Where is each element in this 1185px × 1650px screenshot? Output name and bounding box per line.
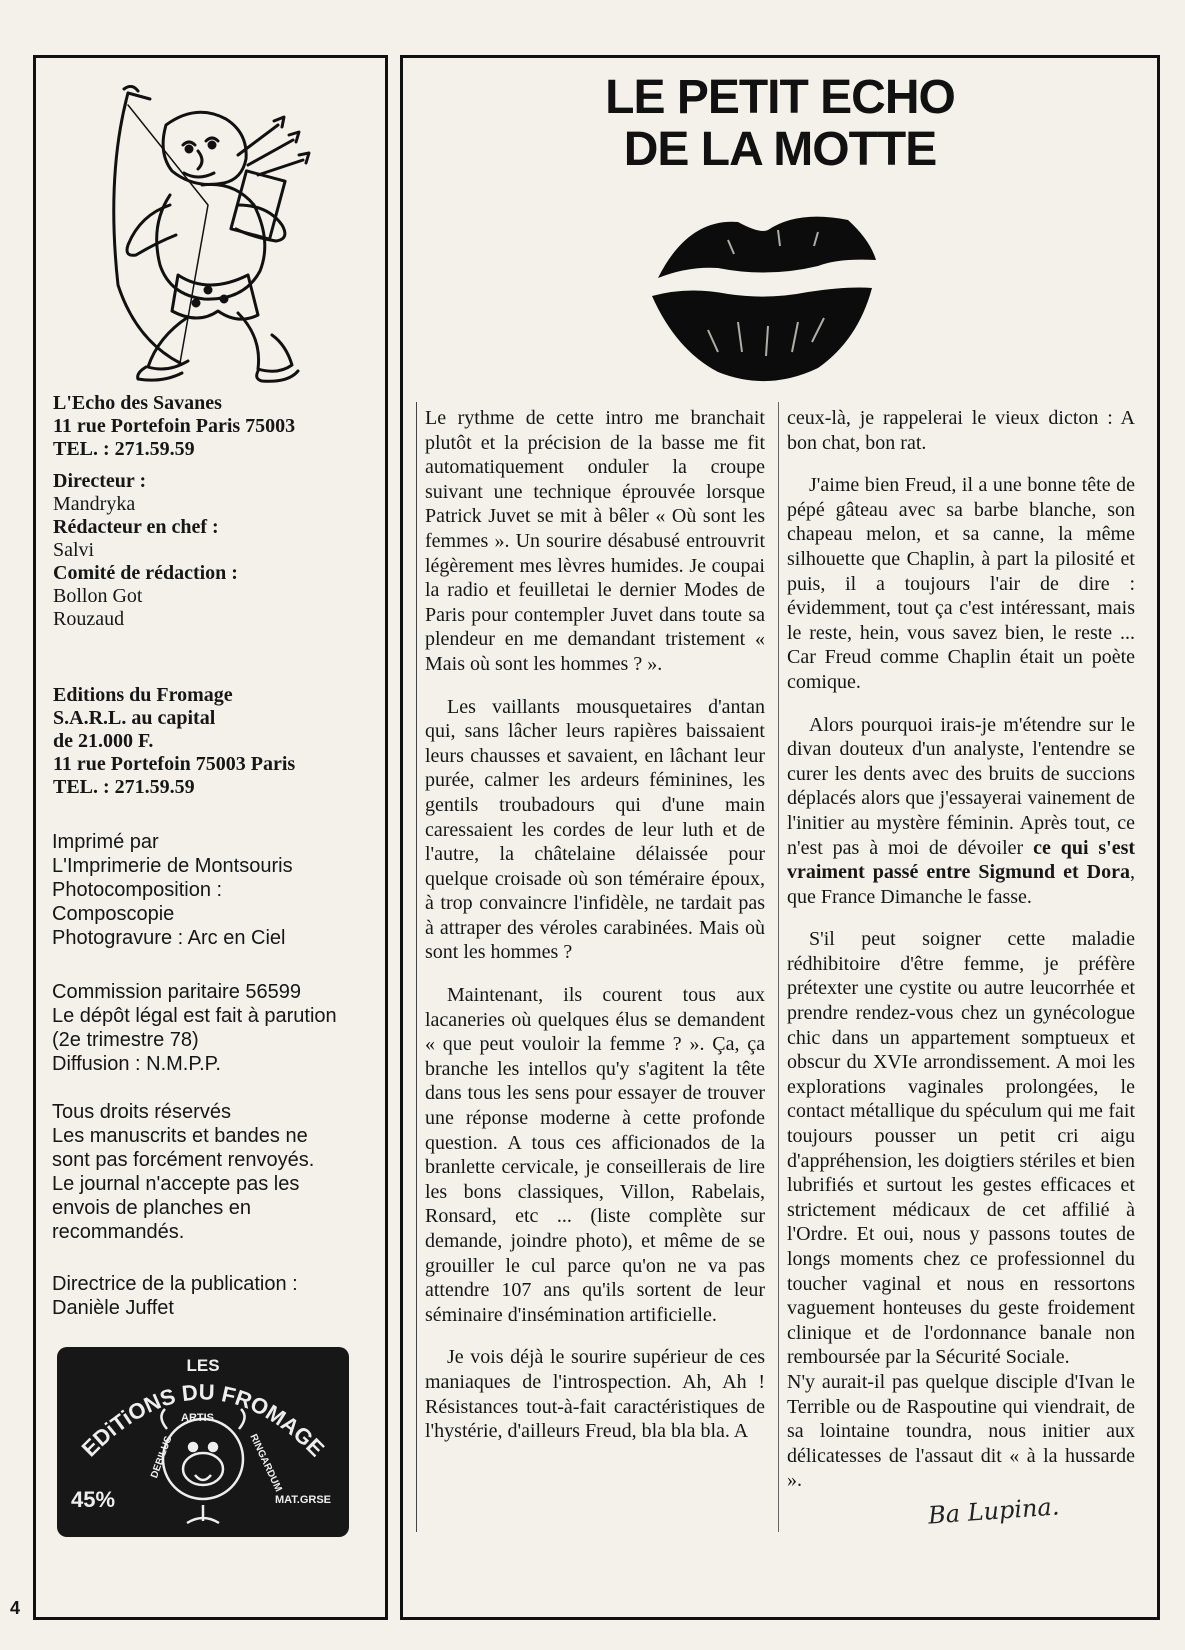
- publication-address: 11 rue Portefoin Paris 75003: [53, 415, 296, 437]
- credit-line: Les manuscrits et bandes ne: [52, 1125, 308, 1147]
- publication-phone: TEL. : 271.59.59: [53, 438, 195, 460]
- article-text: Alors pourquoi irais-je m'étendre sur le divan douteux d'un analyste, l'entendre se curer les dents avec des bruits de succions déplacés alors que j'essayerai vainement de l'initier au mystère féminin. Après tout, ce n'est pas à moi de dévoiler: [787, 713, 1135, 859]
- directeur-name: Mandryka: [53, 493, 136, 515]
- lips-illustration: [648, 200, 878, 390]
- publisher-address: 11 rue Portefoin 75003 Paris: [53, 753, 296, 775]
- stamp-mat: MAT.GRSE: [275, 1494, 332, 1506]
- credit-line: envois de planches en: [52, 1197, 252, 1219]
- stamp-arc-text: EDiTiONS DU FROMAGE: [76, 1379, 330, 1462]
- publisher-name: Editions du Fromage: [53, 684, 233, 706]
- publication-name: L'Echo des Savanes: [53, 392, 222, 414]
- credit-line: recommandés.: [52, 1221, 185, 1243]
- article-paragraph: ceux-là, je rappelerai le vieux dicton : A bon chat, bon rat.: [787, 407, 1135, 454]
- masthead-block: [53, 392, 295, 461]
- author-signature: Ba Lupina.: [927, 1492, 1061, 1530]
- comite-member: Bollon Got: [53, 585, 143, 607]
- article-paragraph: Les vaillants mousquetaires d'antan qui, sans lâcher leurs rapières baissaient leurs chausses et savaient, en lâchant leur purée, calmer les ardeurs féminines, les gentils troubadours qui d'une main caressaient les cordes de leur luth et de l'autre, la châtelaine délaissée pour quelque croisade où son téméraire époux, à trop convaincre l'infidèle, ne tardait pas à attraper des véroles carabinées. Mais où sont les hommes ?: [425, 695, 765, 964]
- stamp-motto-left: DEBILUS: [149, 1434, 175, 1480]
- comite-member: Rouzaud: [53, 608, 125, 630]
- credit-line: Le dépôt légal est fait à parution: [52, 1005, 337, 1027]
- cartoon-archer-illustration: [88, 85, 318, 385]
- article-paragraph: [787, 713, 1135, 910]
- legal-credits: [52, 980, 337, 1076]
- credit-line: Composcopie: [52, 903, 175, 925]
- credit-line: L'Imprimerie de Montsouris: [52, 855, 293, 877]
- page-number: 4: [10, 1598, 21, 1618]
- article-column-1: [425, 406, 765, 1444]
- stamp-motto-top: ARTIS: [181, 1412, 214, 1424]
- credit-line: Danièle Juffet: [52, 1297, 174, 1319]
- publisher-phone: TEL. : 271.59.59: [53, 776, 195, 798]
- stamp-les-text: LES: [186, 1356, 220, 1375]
- editions-du-fromage-logo: [57, 1347, 349, 1537]
- redacteur-name: Salvi: [53, 539, 95, 561]
- credit-line: Directrice de la publication :: [52, 1273, 298, 1295]
- article-column-2: [787, 406, 1135, 1511]
- publisher-form: S.A.R.L. au capital: [53, 707, 216, 729]
- staff-block: [53, 470, 238, 631]
- directeur-label: Directeur :: [53, 470, 147, 492]
- rights-notice: [52, 1100, 314, 1244]
- credit-line: sont pas forcément renvoyés.: [52, 1149, 315, 1171]
- article-paragraph: Maintenant, ils courent tous aux lacaneries où quelques élus se demandent « que peut vouloir la femme ? ». Ça, ça branche les intellos qu'y s'agitent la tête dans tous les sens pour essayer de trouver une réponse moderne à cette profonde question. A tous ces afficionados de la branlette cervicale, je conseillerais de lire les bons classiques, Villon, Rabelais, Ronsard, etc ... (liste complète sur demande, joindre photo), et même de se grouiller le cul parce qu'on ne va pas attendre 107 ans qu'ils sortent de leur séminaire d'insémination artificielle.: [425, 984, 765, 1326]
- article-paragraph: J'aime bien Freud, il a une bonne tête de pépé gâteau avec sa barbe blanche, son chapeau melon, et sa canne, la même silhouette que Chaplin, à part la pilosité et puis, il a toujours l'air de dire : évidemment, tout ça c'est intéressant, mais le reste, hein, vous savez bien, le reste ... Car Freud comme Chaplin était un poète comique.: [787, 474, 1135, 693]
- credit-line: Photocomposition :: [52, 879, 223, 901]
- article-text: , que France Dimanche le fasse.: [787, 861, 1135, 908]
- article-paragraph: Le rythme de cette intro me branchait plutôt et la précision de la basse me fit automatiquement onduler la croupe suivant une technique éprouvée lorsque Patrick Juvet se mit à bêler « Où sont les femmes ». Un sourire désabusé entrouvrit légèrement mes lèvres humides. Je coupai la radio et feuilletai le dernier Modes de Paris pour contempler Juvet dans toute sa plendeur en me demandant tristement « Mais où sont les hommes ? ».: [425, 407, 765, 675]
- stamp-motto-right: RINGARDUM: [247, 1432, 284, 1494]
- article-emphasis: ce qui s'est vraiment passé entre Sigmund et Dora: [787, 836, 1136, 884]
- credit-line: Diffusion : N.M.P.P.: [52, 1053, 221, 1075]
- credit-line: Imprimé par: [52, 831, 159, 853]
- title-line: LE PETIT ECHO: [605, 71, 955, 124]
- credit-line: Le journal n'accepte pas les: [52, 1173, 300, 1195]
- article-paragraph: S'il peut soigner cette maladie rédhibitoire d'être femme, je préfère prétexter une cystite ou autre leucorrhée et prendre rendez-vous chez un gynécologue chic dans un appartement somptueux et obscur du XVIe arrondissement. A moi les explorations vaginales prolongées, le contact métallique du spéculum qui me fait toujours pousser un petit cri aigu d'appréhension, les doigtiers stériles et bien lubrifiés et surtout les gestes efficaces et strictement médicaux de cet affilié à l'Ordre. Et oui, nous y passons toutes de longs moments chez ce professionnel du toucher vaginal et nous en ressortons vaguement honteuses du geste froidement clinique et de l'ordonnance banale non remboursée par la Sécurité Sociale.: [787, 928, 1135, 1369]
- publisher-capital: de 21.000 F.: [53, 730, 154, 752]
- article-title: [400, 72, 1160, 176]
- publisher-block: [53, 684, 295, 799]
- credit-line: Photogravure : Arc en Ciel: [52, 927, 286, 949]
- redacteur-label: Rédacteur en chef :: [53, 516, 219, 538]
- column-rule: [416, 402, 417, 1532]
- credit-line: Tous droits réservés: [52, 1101, 231, 1123]
- comite-label: Comité de rédaction :: [53, 562, 238, 584]
- title-line: DE LA MOTTE: [623, 123, 937, 176]
- credit-line: Commission paritaire 56599: [52, 981, 302, 1003]
- credit-line: (2e trimestre 78): [52, 1029, 199, 1051]
- article-paragraph: Je vois déjà le sourire supérieur de ces maniaques de l'introspection. Ah, Ah ! Résistances tout-à-fait caractéristiques de l'hystérie, d'ailleurs Freud, bla bla bla. A: [425, 1346, 765, 1443]
- printing-credits: [52, 830, 293, 950]
- article-paragraph: N'y aurait-il pas quelque disciple d'Ivan le Terrible ou de Raspoutine qui viendrait, de sa lointaine toundra, nous initier aux délicatesses de l'assaut dit « à la hussarde ».: [787, 1370, 1135, 1492]
- column-rule: [778, 402, 779, 1532]
- director-credit: [52, 1272, 298, 1320]
- stamp-percent: 45%: [71, 1487, 116, 1512]
